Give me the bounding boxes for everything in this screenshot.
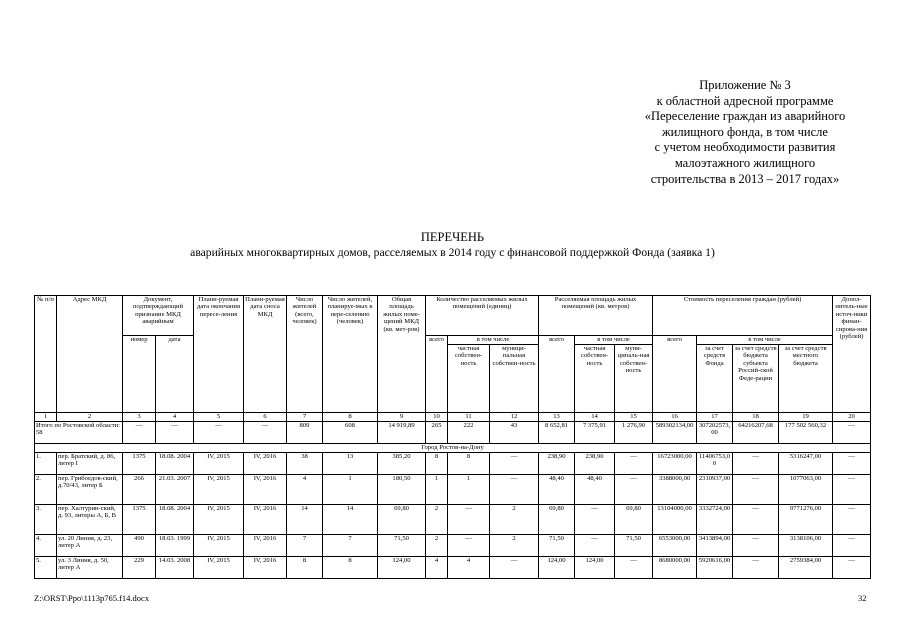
col-number: 3 — [123, 413, 156, 422]
col-number: 2 — [57, 413, 123, 422]
total-cell: — — [156, 422, 194, 444]
table-row — [35, 475, 871, 505]
row-cell: 11406753,00 — [697, 453, 733, 475]
row-cell: 8 — [323, 557, 378, 579]
housing-register-table — [34, 295, 871, 579]
row-cell: 7 — [287, 535, 323, 557]
header-count-total: всего — [426, 336, 448, 413]
row-cell: 71,50 — [615, 535, 653, 557]
total-cell: 7 375,91 — [575, 422, 615, 444]
row-cell: 2 — [490, 535, 539, 557]
row-address: пер. Братский, д. 86, литер I — [57, 453, 123, 475]
header-num: № п/п — [35, 296, 57, 413]
header-cost: Стоимость переселения граждан (рублей) — [653, 296, 833, 336]
row-cell: 18.03. 1999 — [156, 535, 194, 557]
row-cell: 238,90 — [575, 453, 615, 475]
row-cell: 6553000,00 — [653, 535, 697, 557]
total-cell: — — [244, 422, 287, 444]
header-municipal: муници-пальная собствен-ность — [490, 345, 539, 413]
row-cell: 124,00 — [539, 557, 575, 579]
row-cell: IV, 2016 — [244, 505, 287, 535]
row-cell: 69,80 — [539, 505, 575, 535]
row-cell: 3413894,00 — [697, 535, 733, 557]
row-cell: — — [448, 535, 490, 557]
row-cell: IV, 2016 — [244, 535, 287, 557]
col-number: 6 — [244, 413, 287, 422]
row-cell: 13 — [323, 453, 378, 475]
row-cell: 5920616,00 — [697, 557, 733, 579]
appendix-line: малоэтажного жилищного — [674, 155, 816, 170]
table-row — [35, 453, 871, 475]
row-cell: 1 — [448, 475, 490, 505]
row-cell: 266 — [123, 475, 156, 505]
col-number: 13 — [539, 413, 575, 422]
row-address: пер. Грибоедов-ский, д.70/43, литер Б — [57, 475, 123, 505]
row-cell: 14 — [287, 505, 323, 535]
total-cell: 307202573,00 — [697, 422, 733, 444]
header-doc-date: дата — [156, 336, 194, 413]
row-cell: 18.08. 2004 — [156, 505, 194, 535]
header-local-budget: за счет средств местного бюджета — [779, 345, 833, 413]
header-address: Адрес МКД — [57, 296, 123, 413]
header-municipal-area: муни-ципаль-ная собствен-ность — [615, 345, 653, 413]
appendix-line: с учетом необходимости развития — [654, 140, 836, 155]
total-cell: 809 — [287, 422, 323, 444]
header-planned-end: Плани-руемая дата окончания пересе-ления — [194, 296, 244, 413]
row-cell: 7 — [323, 535, 378, 557]
row-cell: IV, 2016 — [244, 557, 287, 579]
row-cell: — — [615, 453, 653, 475]
row-cell: 48,40 — [539, 475, 575, 505]
row-cell: — — [733, 505, 779, 535]
row-cell: — — [833, 505, 871, 535]
row-cell: 16723000,00 — [653, 453, 697, 475]
row-cell: — — [733, 453, 779, 475]
row-cell: 71,50 — [378, 535, 426, 557]
total-cell: 8 652,81 — [539, 422, 575, 444]
total-cell: 222 — [448, 422, 490, 444]
row-cell: — — [833, 557, 871, 579]
row-cell: — — [833, 453, 871, 475]
row-cell: — — [833, 475, 871, 505]
row-cell: 238,90 — [539, 453, 575, 475]
row-cell: 38 — [287, 453, 323, 475]
total-cell: 265 — [426, 422, 448, 444]
document-title — [0, 230, 905, 260]
row-cell: — — [490, 557, 539, 579]
row-cell: — — [615, 475, 653, 505]
row-cell: 8 — [426, 453, 448, 475]
row-cell: 180,50 — [378, 475, 426, 505]
row-cell: 124,00 — [575, 557, 615, 579]
row-cell: 2310937,00 — [697, 475, 733, 505]
row-cell: — — [733, 535, 779, 557]
row-address: пер. Халтурин-ский, д. 93, литеры А, Б, В — [57, 505, 123, 535]
header-premises-area: Расселяемая площадь жилых помещений (кв. метров) — [539, 296, 653, 336]
row-cell: 8 — [448, 453, 490, 475]
total-label: Итого по Ростовской области: 58 — [35, 422, 123, 444]
row-cell: 2 — [426, 505, 448, 535]
total-cell: — — [833, 422, 871, 444]
row-cell: 229 — [123, 557, 156, 579]
header-area-incl: в том числе — [575, 336, 653, 345]
row-cell: 14.03. 2008 — [156, 557, 194, 579]
col-number: 17 — [697, 413, 733, 422]
total-row — [35, 422, 871, 444]
row-cell: 1077063,00 — [779, 475, 833, 505]
appendix-line: к областной адресной программе — [656, 93, 834, 108]
total-cell: 589302134,00 — [653, 422, 697, 444]
row-cell: 8 — [287, 557, 323, 579]
col-number: 11 — [448, 413, 490, 422]
header-premises-count: Количество расселяемых жилых помещений (единиц) — [426, 296, 539, 336]
row-cell: IV, 2015 — [194, 557, 244, 579]
row-cell: 4 — [426, 557, 448, 579]
row-cell: 1375 — [123, 453, 156, 475]
appendix-line: строительства в 2013 – 2017 годах» — [650, 171, 840, 186]
row-cell: 71,50 — [539, 535, 575, 557]
row-cell: — — [490, 475, 539, 505]
row-address: ул. 20 Линия, д. 23, литер А — [57, 535, 123, 557]
row-cell: 21.03. 2007 — [156, 475, 194, 505]
row-cell: 2 — [426, 535, 448, 557]
row-address: ул. 3 Линия, д. 50, литер А — [57, 557, 123, 579]
total-cell: — — [194, 422, 244, 444]
appendix-line: Приложение № 3 — [699, 78, 791, 92]
appendix-heading — [600, 78, 890, 187]
row-cell: 3332724,00 — [697, 505, 733, 535]
row-cell: 1. — [35, 453, 57, 475]
footer-page-number: 32 — [858, 593, 867, 603]
table-row — [35, 557, 871, 579]
header-cost-incl: в том числе — [697, 336, 833, 345]
title-subtitle: аварийных многоквартирных домов, расселяемых в 2014 году с финансовой поддержкой Фонда (заявка 1) — [190, 246, 715, 259]
row-cell: 3388000,00 — [653, 475, 697, 505]
row-cell: 3138106,00 — [779, 535, 833, 557]
row-cell: 8680000,00 — [653, 557, 697, 579]
row-cell: 2759384,00 — [779, 557, 833, 579]
col-number: 7 — [287, 413, 323, 422]
row-cell: 124,00 — [378, 557, 426, 579]
total-cell: 177 502 560,32 — [779, 422, 833, 444]
row-cell: 13104000,00 — [653, 505, 697, 535]
row-cell: — — [733, 557, 779, 579]
row-cell: 1 — [323, 475, 378, 505]
header-doc-number: номер — [123, 336, 156, 413]
header-extra-sources: Допол-нитель-ные источ-ники финан-сирова-ния (рублей) — [833, 296, 871, 413]
footer-file-path: Z:\ORST\Ppo\1113p765.f14.docx — [34, 593, 150, 603]
row-cell: 2. — [35, 475, 57, 505]
header-private: частная собствен-ность — [448, 345, 490, 413]
total-cell: 14 919,89 — [378, 422, 426, 444]
row-cell: IV, 2016 — [244, 475, 287, 505]
header-planned-demolition: Плани-руемая дата сноса МКД — [244, 296, 287, 413]
header-document: Документ, подтверждающий признание МКД аварийным — [123, 296, 194, 336]
row-cell: 48,40 — [575, 475, 615, 505]
header-row — [35, 336, 871, 345]
appendix-line: жилищного фонда, в том числе — [662, 124, 828, 139]
table-row — [35, 535, 871, 557]
row-cell: 18.08. 2004 — [156, 453, 194, 475]
row-cell: 385,20 — [378, 453, 426, 475]
total-cell: — — [123, 422, 156, 444]
total-cell: 1 276,90 — [615, 422, 653, 444]
appendix-line: «Переселение граждан из аварийного — [644, 109, 846, 124]
row-cell: — — [448, 505, 490, 535]
row-cell: 4. — [35, 535, 57, 557]
row-cell: 2 — [490, 505, 539, 535]
col-number: 20 — [833, 413, 871, 422]
row-cell: 9771276,00 — [779, 505, 833, 535]
row-cell: 4 — [287, 475, 323, 505]
col-number: 15 — [615, 413, 653, 422]
total-cell: 43 — [490, 422, 539, 444]
total-cell: 64216207,68 — [733, 422, 779, 444]
column-number-row — [35, 413, 871, 422]
row-cell: — — [490, 453, 539, 475]
col-number: 18 — [733, 413, 779, 422]
col-number: 16 — [653, 413, 697, 422]
header-row — [35, 296, 871, 336]
table-row — [35, 505, 871, 535]
col-number: 8 — [323, 413, 378, 422]
row-cell: — — [575, 535, 615, 557]
title-main: ПЕРЕЧЕНЬ — [420, 230, 485, 244]
row-cell: 490 — [123, 535, 156, 557]
col-number: 5 — [194, 413, 244, 422]
row-cell: IV, 2015 — [194, 453, 244, 475]
header-residents: Число жителей (всего, человек) — [287, 296, 323, 413]
col-number: 9 — [378, 413, 426, 422]
row-cell: 69,80 — [378, 505, 426, 535]
header-private-area: частная собствен-ность — [575, 345, 615, 413]
row-cell: 1 — [426, 475, 448, 505]
row-cell: 3. — [35, 505, 57, 535]
row-cell: 69,80 — [615, 505, 653, 535]
row-cell: — — [575, 505, 615, 535]
header-count-incl: в том числе — [448, 336, 539, 345]
col-number: 4 — [156, 413, 194, 422]
row-cell: — — [833, 535, 871, 557]
row-cell: 1375 — [123, 505, 156, 535]
header-subject-budget: за счет средств бюджета субъекта Россий-ской Феде-рации — [733, 345, 779, 413]
row-cell: 5. — [35, 557, 57, 579]
total-cell: 608 — [323, 422, 378, 444]
city-row — [35, 444, 871, 453]
header-cost-total: всего — [653, 336, 697, 413]
col-number: 14 — [575, 413, 615, 422]
row-cell: — — [733, 475, 779, 505]
header-residents-planned: Число жителей, планируе-мых к пере-селению (человек) — [323, 296, 378, 413]
col-number: 19 — [779, 413, 833, 422]
header-area-total: всего — [539, 336, 575, 413]
header-total-area: Общая площадь жилых поме-щений МКД (кв. мет-ров) — [378, 296, 426, 413]
row-cell: 14 — [323, 505, 378, 535]
col-number: 10 — [426, 413, 448, 422]
row-cell: 5316247,00 — [779, 453, 833, 475]
row-cell: — — [615, 557, 653, 579]
col-number: 1 — [35, 413, 57, 422]
row-cell: IV, 2015 — [194, 505, 244, 535]
header-fund: за счет средств Фонда — [697, 345, 733, 413]
row-cell: IV, 2015 — [194, 475, 244, 505]
col-number: 12 — [490, 413, 539, 422]
city-name: Город Ростов-на-Дону — [35, 444, 871, 453]
row-cell: 4 — [448, 557, 490, 579]
row-cell: IV, 2015 — [194, 535, 244, 557]
row-cell: IV, 2016 — [244, 453, 287, 475]
